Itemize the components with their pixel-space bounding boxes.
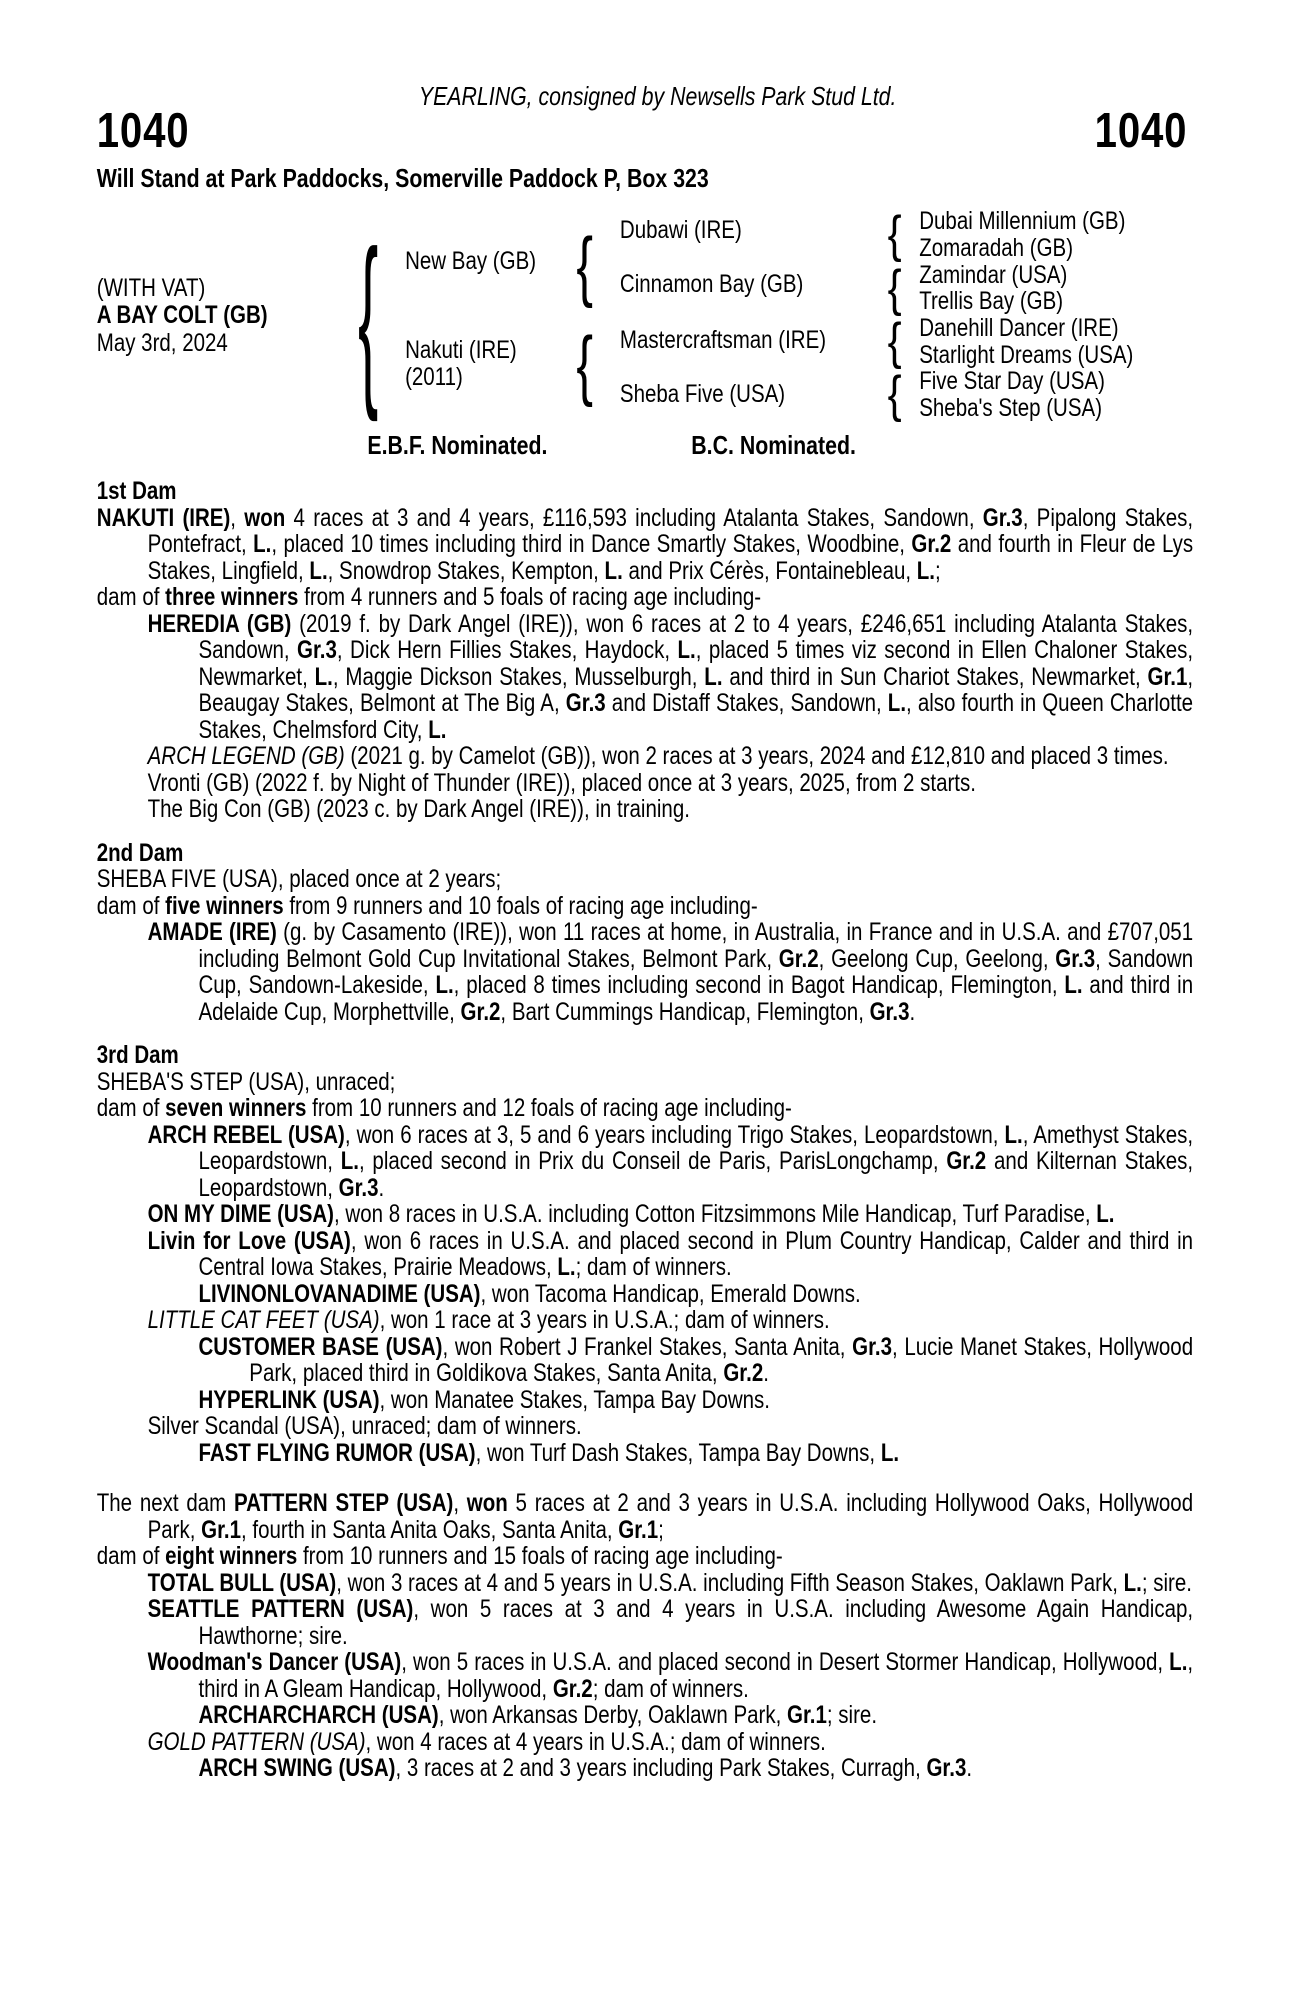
sires-sire-name: Dubawi (IRE) bbox=[619, 216, 742, 244]
pedigree-paragraph: Woodman's Dancer (USA), won 5 races in U.S.A. and placed second in Desert Stormer Handicap, Hollywood, L., third in A Gleam Handicap, Hollywood, Gr.2; dam of winners. bbox=[147, 1648, 1194, 1703]
pedigree-paragraph: AMADE (IRE) (g. by Casamento (IRE)), won 11 races at home, in Australia, in France and in U.S.A. and £707,051 including Belmont Gold Cup Invitational Stakes, Belmont Park, Gr.2, Geelong Cup, Geelong, Gr.3, Sandown Cup, Sandown-Lakeside, L., placed 8 times including second in Bagot Handicap, Flemington, L. and third in Adelaide Cup, Morphettville, Gr.2, Bart Cummings Handicap, Flemington, Gr.3. bbox=[147, 918, 1194, 1026]
stand-location: Will Stand at Park Paddocks, Somerville Paddock P, Box 323 bbox=[96, 163, 709, 193]
pedigree-paragraph: GOLD PATTERN (USA), won 4 races at 4 years in U.S.A.; dam of winners. bbox=[147, 1727, 826, 1756]
ebf-nomination: E.B.F. Nominated. bbox=[367, 430, 548, 460]
pedigree-paragraph: SHEBA FIVE (USA), placed once at 2 years; bbox=[96, 865, 502, 893]
dam-year: (2011) bbox=[405, 363, 463, 391]
consignment-line: YEARLING, consigned by Newsells Park Stud Ltd. bbox=[418, 81, 897, 111]
pedigree-paragraph: FAST FLYING RUMOR (USA), won Turf Dash Stakes, Tampa Bay Downs, L. bbox=[198, 1438, 900, 1467]
vat-note: (WITH VAT) bbox=[96, 274, 206, 302]
bc-nomination: B.C. Nominated. bbox=[691, 430, 856, 460]
brace-icon: { bbox=[576, 320, 593, 408]
pedigree-paragraph: The next dam PATTERN STEP (USA), won 5 races at 2 and 3 years in U.S.A. including Hollywood Oaks, Hollywood Park, Gr.1, fourth in Santa Anita Oaks, Santa Anita, Gr.1; bbox=[96, 1489, 1194, 1544]
section-heading: 1st Dam bbox=[96, 477, 177, 505]
section-heading: 3rd Dam bbox=[96, 1041, 179, 1069]
section-heading: 2nd Dam bbox=[96, 838, 184, 867]
lot-number-left: 1040 bbox=[96, 104, 190, 158]
foal-date: May 3rd, 2024 bbox=[96, 329, 228, 357]
pedigree-paragraph: dam of eight winners from 10 runners and 15 foals of racing age including- bbox=[96, 1542, 783, 1570]
pedigree-paragraph: LITTLE CAT FEET (USA), won 1 race at 3 years in U.S.A.; dam of winners. bbox=[147, 1306, 830, 1334]
sires-sire-dam: Zomaradah (GB) bbox=[919, 234, 1074, 262]
brace-icon: { bbox=[887, 312, 902, 370]
subject-horse: A BAY COLT (GB) bbox=[96, 301, 268, 329]
sires-dam-sire: Zamindar (USA) bbox=[919, 261, 1068, 289]
pedigree-text bbox=[97, 478, 1193, 1782]
brace-icon: { bbox=[576, 221, 593, 309]
pedigree-paragraph: SEATTLE PATTERN (USA), won 5 races at 3 and 4 years in U.S.A. including Awesome Again Handicap, Hawthorne; sire. bbox=[147, 1595, 1194, 1650]
pedigree-paragraph: Silver Scandal (USA), unraced; dam of winners. bbox=[147, 1412, 582, 1440]
pedigree-paragraph: dam of seven winners from 10 runners and 12 foals of racing age including- bbox=[96, 1094, 792, 1122]
pedigree-tree bbox=[0, 200, 1315, 455]
pedigree-paragraph: Vronti (GB) (2022 f. by Night of Thunder (IRE)), placed once at 3 years, 2025, from 2 starts. bbox=[147, 768, 976, 797]
sires-dam-dam: Trellis Bay (GB) bbox=[919, 287, 1064, 315]
pedigree-paragraph: HEREDIA (GB) (2019 f. by Dark Angel (IRE)), won 6 races at 2 to 4 years, £246,651 including Atalanta Stakes, Sandown, Gr.3, Dick Hern Fillies Stakes, Haydock, L., placed 5 times viz second in Ellen Chaloner Stakes, Newmarket, L., Maggie Dickson Stakes, Musselburgh, L. and third in Sun Chariot Stakes, Newmarket, Gr.1, Beaugay Stakes, Belmont at The Big A, Gr.3 and Distaff Stakes, Sandown, L., also fourth in Queen Charlotte Stakes, Chelmsford City, L. bbox=[147, 609, 1194, 744]
pedigree-paragraph: LIVINONLOVANADIME (USA), won Tacoma Handicap, Emerald Downs. bbox=[198, 1279, 861, 1308]
pedigree-paragraph: ARCH LEGEND (GB) (2021 g. by Camelot (GB)), won 2 races at 3 years, 2024 and £12,810 and placed 3 times. bbox=[147, 742, 1169, 770]
brace-icon: { bbox=[887, 205, 902, 263]
pedigree-paragraph: dam of three winners from 4 runners and 5 foals of racing age including- bbox=[96, 583, 762, 611]
sire-name: New Bay (GB) bbox=[405, 247, 537, 275]
nominations-line bbox=[0, 430, 1315, 460]
pedigree-paragraph: SHEBA'S STEP (USA), unraced; bbox=[96, 1067, 396, 1096]
brace-icon: { bbox=[358, 210, 379, 424]
brace-icon: { bbox=[887, 365, 902, 423]
sires-dam-name: Cinnamon Bay (GB) bbox=[619, 270, 804, 298]
pedigree-paragraph: ARCH REBEL (USA), won 6 races at 3, 5 and 6 years including Trigo Stakes, Leopardstown, L., Amethyst Stakes, Leopardstown, L., placed second in Prix du Conseil de Paris, ParisLongchamp, Gr.2 and Kilternan Stakes, Leopardstown, Gr.3. bbox=[147, 1120, 1194, 1202]
brace-icon: { bbox=[887, 259, 902, 317]
sires-sire-sire: Dubai Millennium (GB) bbox=[919, 207, 1126, 235]
dams-dam-name: Sheba Five (USA) bbox=[619, 380, 786, 408]
pedigree-paragraph: CUSTOMER BASE (USA), won Robert J Frankel Stakes, Santa Anita, Gr.3, Lucie Manet Stakes, Hollywood Park, placed third in Goldikova Stakes, Santa Anita, Gr.2. bbox=[198, 1332, 1194, 1387]
pedigree-paragraph: TOTAL BULL (USA), won 3 races at 4 and 5 years in U.S.A. including Fifth Season Stakes, Oaklawn Park, L.; sire. bbox=[147, 1568, 1192, 1597]
dams-dam-sire: Five Star Day (USA) bbox=[919, 367, 1105, 395]
pedigree-paragraph: NAKUTI (IRE), won 4 races at 3 and 4 years, £116,593 including Atalanta Stakes, Sandown, Gr.3, Pipalong Stakes, Pontefract, L., placed 10 times including third in Dance Smartly Stakes, Woodbine, Gr.2 and fourth in Fleur de Lys Stakes, Lingfield, L., Snowdrop Stakes, Kempton, L. and Prix Cérès, Fontainebleau, L.; bbox=[96, 503, 1194, 585]
pedigree-paragraph: dam of five winners from 9 runners and 10 foals of racing age including- bbox=[96, 891, 758, 920]
dams-sire-dam: Starlight Dreams (USA) bbox=[919, 341, 1134, 369]
pedigree-paragraph: HYPERLINK (USA), won Manatee Stakes, Tampa Bay Downs. bbox=[198, 1385, 770, 1414]
pedigree-paragraph: ARCH SWING (USA), 3 races at 2 and 3 years including Park Stakes, Curragh, Gr.3. bbox=[198, 1754, 973, 1782]
pedigree-paragraph: Livin for Love (USA), won 6 races in U.S.A. and placed second in Plum Country Handicap, Calder and third in Central Iowa Stakes, Prairie Meadows, L.; dam of winners. bbox=[147, 1226, 1194, 1281]
pedigree-paragraph: The Big Con (GB) (2023 c. by Dark Angel (IRE)), in training. bbox=[147, 795, 690, 823]
dam-name: Nakuti (IRE) bbox=[405, 336, 517, 364]
lot-number-right: 1040 bbox=[1094, 104, 1188, 158]
dams-sire-sire: Danehill Dancer (IRE) bbox=[919, 314, 1119, 342]
pedigree-paragraph: ARCHARCHARCH (USA), won Arkansas Derby, Oaklawn Park, Gr.1; sire. bbox=[198, 1701, 878, 1729]
pedigree-paragraph: ON MY DIME (USA), won 8 races in U.S.A. including Cotton Fitzsimmons Mile Handicap, Turf Paradise, L. bbox=[147, 1200, 1115, 1228]
dams-dam-dam: Sheba's Step (USA) bbox=[919, 394, 1103, 422]
dams-sire-name: Mastercraftsman (IRE) bbox=[619, 326, 827, 354]
